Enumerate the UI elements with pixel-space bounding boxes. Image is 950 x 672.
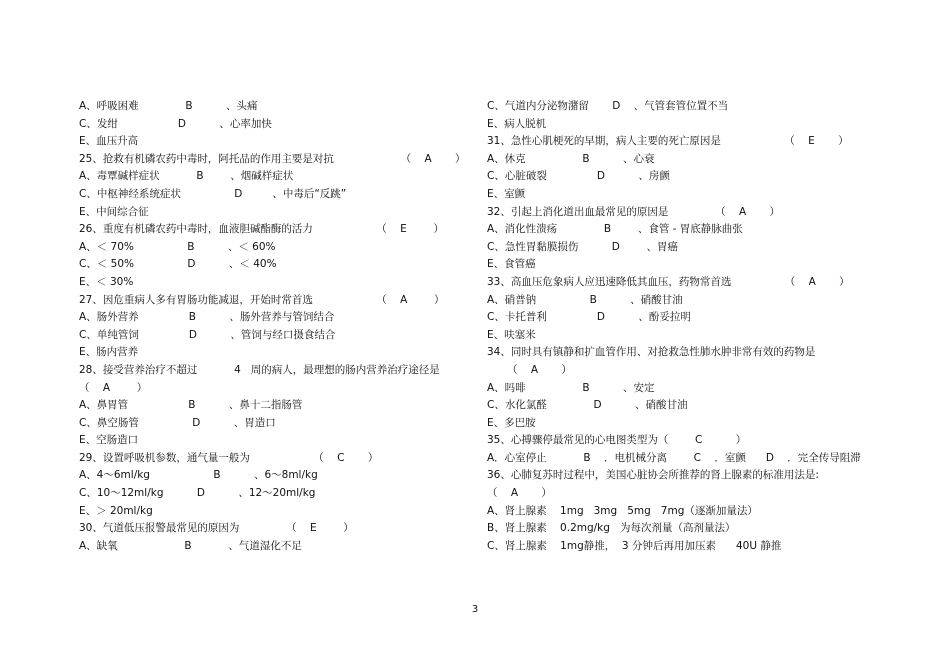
question-line: C、急性胃黏膜损伤 D 、胃癌	[487, 240, 678, 253]
question-line: A．心室停止 B ．电机械分离 C ．室颤 D ．完全传导阻滞	[487, 451, 861, 464]
question-line: 36、心肺复苏时过程中，美国心脏协会所推荐的肾上腺素的标准用法是:	[487, 469, 819, 482]
question-line: C、水化氯醛 D 、硝酸甘油	[487, 399, 688, 412]
question-line: 26、重度有机磷农药中毒时，血液胆碱酯酶的活力 （ E ）	[79, 223, 444, 236]
question-line: A、缺氧 B 、气道湿化不足	[79, 539, 302, 552]
question-line: E、室颤	[487, 187, 526, 200]
question-line: 30、气道低压报警最常见的原因为 （ E ）	[79, 522, 354, 535]
question-line: C、卡托普利 D 、酚妥拉明	[487, 311, 691, 324]
question-line: 34、同时具有镇静和扩血管作用、对抢救急性肺水肿非常有效的药物是	[487, 346, 816, 359]
question-line: E、血压升高	[79, 135, 139, 148]
question-line: C、肾上腺素 1mg静推， 3 分钟后再用加压素 40U 静推	[487, 539, 782, 552]
question-line: （ A ）	[487, 363, 572, 376]
question-line: 32、引起上消化道出血最常见的原因是 （ A ）	[487, 205, 780, 218]
question-line: A、休克 B 、心衰	[487, 152, 655, 165]
question-line: A、肠外营养 B 、肠外营养与管饲结合	[79, 311, 335, 324]
question-line: A、消化性溃疡 B 、食管 - 胃底静脉曲张	[487, 223, 743, 236]
question-line: E、呋塞米	[487, 328, 536, 341]
question-line: A、吗啡 B 、安定	[487, 381, 655, 394]
question-line: 28、接受营养治疗不超过 4 周的病人，最理想的肠内营养治疗途径是	[79, 363, 440, 376]
question-line: A、肾上腺素 1mg 3mg 5mg 7mg（逐渐加量法）	[487, 504, 758, 517]
question-line: E、空肠造口	[79, 434, 139, 447]
left-column	[79, 98, 466, 555]
question-line: C、鼻空肠管 D 、胃造口	[79, 416, 276, 429]
question-line: E、＜ 30%	[79, 275, 134, 288]
question-line: C、10～12ml/kg D 、12～20ml/kg	[79, 487, 316, 500]
question-line: 27、因危重病人多有胃肠功能减退，开始时常首选 （ A ）	[79, 293, 445, 306]
question-line: A、硝普钠 B 、硝酸甘油	[487, 293, 683, 306]
question-line: E、肠内营养	[79, 346, 139, 359]
question-line: （ A ）	[79, 381, 148, 394]
question-line: E、食管癌	[487, 258, 536, 271]
question-line: C、单纯管饲 D 、管饲与经口摄食结合	[79, 328, 336, 341]
question-line: E、＞ 20ml/kg	[79, 504, 153, 517]
question-line: 29、设置呼吸机参数，通气量一般为 （ C ）	[79, 451, 379, 464]
question-line: 25、抢救有机磷农药中毒时，阿托品的作用主要是对抗 （ A ）	[79, 152, 466, 165]
question-line: C、心脏破裂 D 、房颤	[487, 170, 670, 183]
question-line: 33、高血压危象病人应迅速降低其血压，药物常首选 （ A ）	[487, 275, 850, 288]
question-line: C、气道内分泌物潴留 D 、气管套管位置不当	[487, 100, 729, 112]
question-line: A、毒覃碱样症状 B 、烟碱样症状	[79, 170, 294, 183]
question-line: 35、心搏骤停最常见的心电图类型为（ C ）	[487, 434, 747, 447]
question-line: E、病人脱机	[487, 117, 547, 130]
question-line: A、＜ 70% B 、＜ 60%	[79, 240, 276, 253]
question-line: B、肾上腺素 0.2mg/kg 为每次剂量（高剂量法）	[487, 522, 736, 535]
question-line: 31、急性心肌梗死的早期，病人主要的死亡原因是 （ E ）	[487, 135, 849, 148]
question-line: E、中间综合征	[79, 205, 149, 218]
page-number: 3	[471, 604, 479, 615]
question-line: A、4～6ml/kg B 、6～8ml/kg	[79, 469, 318, 482]
question-line: C、中枢神经系统症状 D 、中毒后“反跳”	[79, 187, 347, 200]
right-column	[487, 98, 877, 555]
question-line: （ A ）	[487, 487, 552, 500]
question-line: C、＜ 50% D 、＜ 40%	[79, 258, 277, 271]
question-line: E、多巴胺	[487, 416, 536, 429]
question-line: A、呼吸困难 B 、头痛	[79, 100, 258, 112]
question-line: A、鼻胃管 B 、鼻十二指肠管	[79, 399, 303, 412]
question-line: C、发绀 D 、心率加快	[79, 117, 272, 130]
